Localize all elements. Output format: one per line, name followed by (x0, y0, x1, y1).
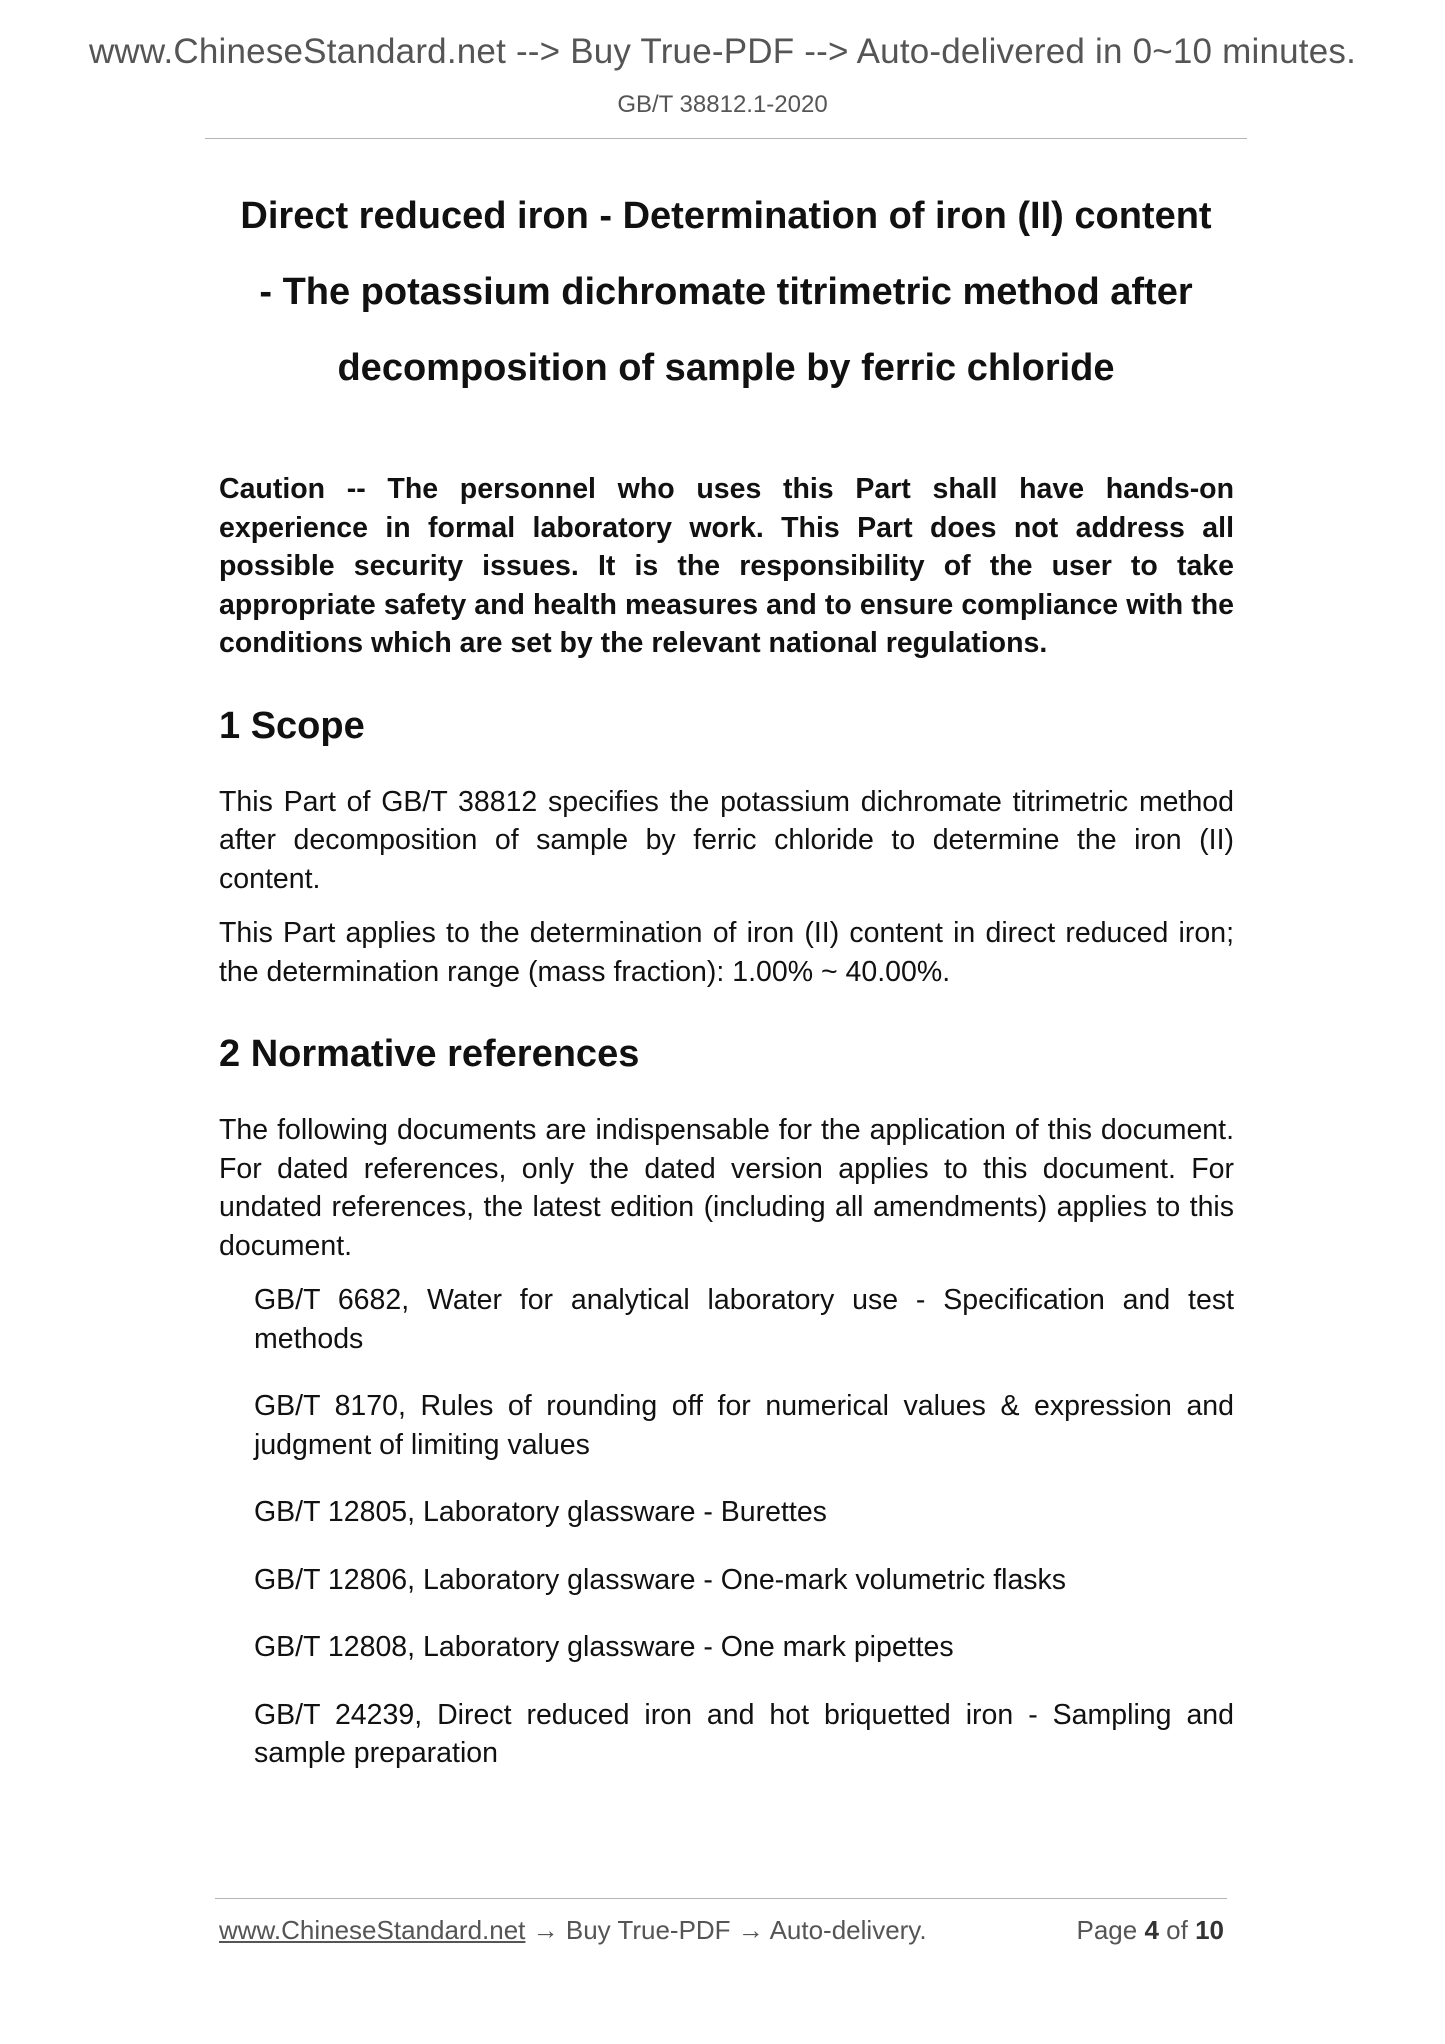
reference-item: GB/T 12808, Laboratory glassware - One mark pipettes (254, 1631, 954, 1663)
reference-item: GB/T 6682, Water for analytical laboratory use - Specification and test methods (254, 1284, 1234, 1355)
section-heading-scope: 1 Scope (219, 704, 365, 747)
total-page-count: 10 (1195, 1915, 1224, 1945)
normative-intro: The following documents are indispensable for the application of this document. For dated references, only the dated version applies to this document. For undated references, the latest edition (including all amendments) applies to this document. (219, 1114, 1234, 1262)
reference-item: GB/T 12805, Laboratory glassware - Burettes (254, 1496, 827, 1528)
page-indicator (1076, 1915, 1224, 1946)
page-word: Page (1076, 1915, 1138, 1945)
standard-code: GB/T 38812.1-2020 (617, 91, 828, 118)
title-line-2: - The potassium dichromate titrimetric method after (259, 271, 1193, 313)
scope-paragraph-1: This Part of GB/T 38812 specifies the potassium dichromate titrimetric method after decomposition of sample by ferric chloride to determine the iron (II) content. (219, 785, 1234, 895)
footer-promo (219, 1915, 927, 1946)
header-divider (205, 138, 1247, 139)
caution-note: Caution -- The personnel who uses this Part shall have hands-on experience in formal laboratory work. This Part does not address all possible security issues. It is the responsibility of the user to take appropriate safety and health measures and to ensure compliance with the conditions which are set by the relevant national regulations. (219, 473, 1234, 659)
reference-item: GB/T 24239, Direct reduced iron and hot briquetted iron - Sampling and sample preparation (254, 1698, 1234, 1769)
scope-paragraph-2: This Part applies to the determination of iron (II) content in direct reduced iron; the determination range (mass fraction): 1.00% ~ 40.00%. (219, 917, 1234, 988)
title-line-3: decomposition of sample by ferric chloride (337, 347, 1115, 389)
footer-site-link[interactable]: www.ChineseStandard.net (219, 1915, 526, 1945)
document-title (190, 178, 1262, 406)
footer-divider (215, 1898, 1227, 1899)
reference-item: GB/T 8170, Rules of rounding off for numerical values & expression and judgment of limiting values (254, 1390, 1234, 1461)
document-body (219, 470, 1234, 1773)
reference-item: GB/T 12806, Laboratory glassware - One-mark volumetric flasks (254, 1563, 1067, 1596)
footer-promo-text: → Buy True-PDF → Auto-delivery. (525, 1915, 927, 1945)
section-heading-normative-references: 2 Normative references (219, 1033, 640, 1075)
reference-list (254, 1281, 1234, 1773)
title-line-1: Direct reduced iron - Determination of iron (II) content (240, 195, 1212, 237)
current-page-number: 4 (1144, 1915, 1159, 1945)
site-banner: www.ChineseStandard.net --> Buy True-PDF --> Auto-delivered in 0~10 minutes. (88, 32, 1357, 71)
of-word: of (1166, 1915, 1188, 1945)
